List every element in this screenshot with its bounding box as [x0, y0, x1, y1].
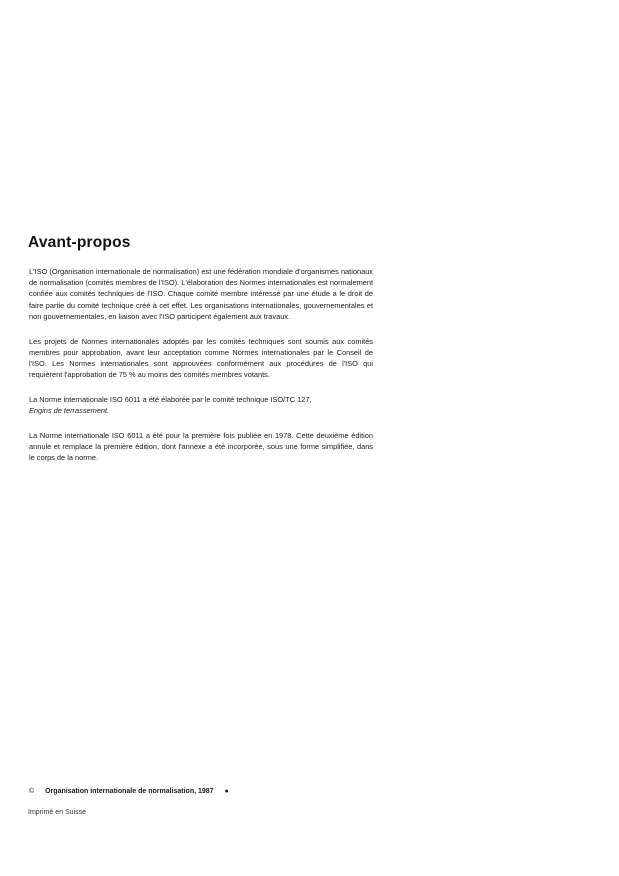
- page-title: Avant-propos: [28, 234, 131, 251]
- paragraph-text: Les projets de Normes internationales adoptés par les comités techniques sont soumis aux comités membres pour approbation, avant leur acceptation comme Normes internationales par le Conseil de l'ISO. Les Normes internationales sont approuvées conformément aux procédures de l'ISO qui requièrent l'approbation de 75 % au moins des comités membres votants.: [29, 336, 373, 380]
- printed-in-notice: Imprimé en Suisse: [28, 809, 86, 816]
- paragraph-text: L'ISO (Organisation internationale de normalisation) est une fédération mondiale d'organismes nationaux de normalisation (comités membres de l'ISO). L'élaboration des Normes internationales est normalement confiée aux comités techniques de l'ISO. Chaque comité membre intéressé par une étude a le droit de faire partie du comité technique créé à cet effet. Les organisations internationales, gouvernementales et non gouvernementales, en liaison avec l'ISO participent également aux travaux.: [29, 267, 373, 321]
- paragraph-edition-history: [29, 430, 373, 464]
- copyright-text: Organisation internationale de normalisation, 1987: [45, 788, 214, 795]
- paragraph-text: La Norme internationale ISO 6011 a été pour la première fois publiée en 1978. Cette deuxième édition annule et remplace la première édition, dont l'annexe a été incorporée, sous une forme simplifiée, dans le corps de la norme.: [29, 430, 373, 463]
- committee-title: Engins de terrassement.: [29, 406, 110, 416]
- bullet-icon: ●: [224, 788, 229, 795]
- paragraph-iso-description: [29, 266, 373, 322]
- copyright-notice: [29, 788, 229, 795]
- copyright-icon: ©: [29, 788, 35, 795]
- foreword-body: [29, 266, 373, 477]
- paragraph-approval-process: [29, 336, 373, 381]
- paragraph-text: La Norme internationale ISO 6011 a été élaborée par le comité technique ISO/TC 127,: [29, 394, 312, 404]
- paragraph-technical-committee: [29, 394, 373, 416]
